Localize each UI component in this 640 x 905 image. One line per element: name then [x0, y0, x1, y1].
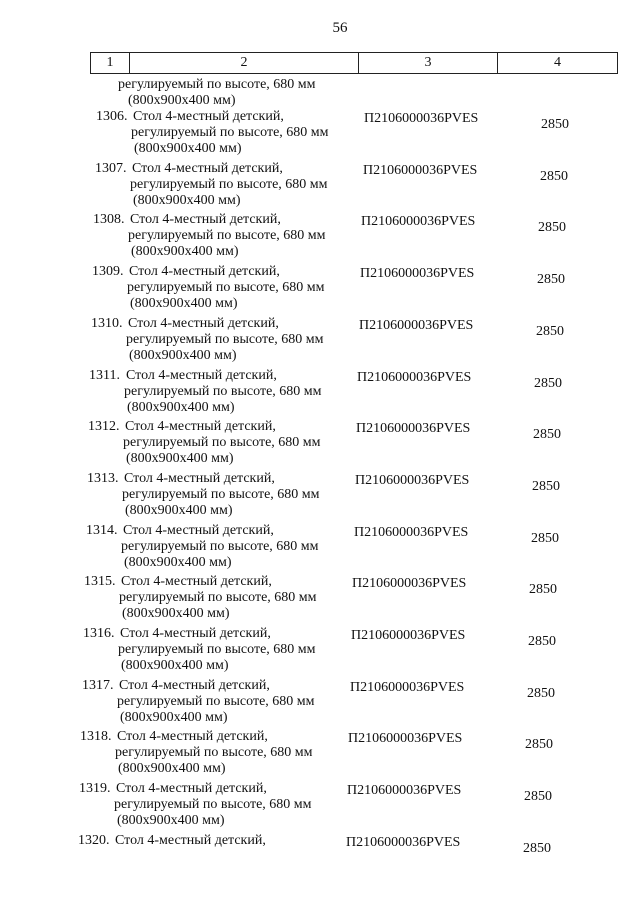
item-description-line: регулируемый по высоте, 680 мм — [114, 797, 312, 812]
item-description-line: (800x900x400 мм) — [120, 710, 228, 725]
header-col-1: 1 — [106, 55, 114, 70]
item-number: 1312. — [88, 419, 120, 434]
item-code: П2106000036PVES — [361, 214, 476, 229]
page-number: 56 — [332, 20, 348, 36]
item-description-line: Стол 4-местный детский, — [121, 574, 272, 589]
item-description-line: (800x900x400 мм) — [125, 503, 233, 518]
table-row — [0, 574, 640, 624]
item-description-line: Стол 4-местный детский, — [133, 109, 284, 124]
item-description-line: Стол 4-местный детский, — [120, 626, 271, 641]
table-row — [0, 368, 640, 418]
item-description-line: Стол 4-местный детский, — [126, 368, 277, 383]
item-code: П2106000036PVES — [351, 628, 466, 643]
table-row — [0, 833, 640, 883]
item-price: 2850 — [537, 272, 565, 287]
item-price: 2850 — [529, 582, 557, 597]
item-number: 1318. — [80, 729, 112, 744]
item-description-line: Стол 4-местный детский, — [128, 316, 279, 331]
item-price: 2850 — [538, 220, 566, 235]
item-description-line: (800x900x400 мм) — [118, 761, 226, 776]
continuation-line: (800x900x400 мм) — [128, 93, 236, 108]
item-description-line: регулируемый по высоте, 680 мм — [121, 539, 319, 554]
table-row — [0, 109, 640, 159]
header-col-3: 3 — [424, 55, 432, 70]
item-description-line: Стол 4-местный детский, — [125, 419, 276, 434]
item-description-line: регулируемый по высоте, 680 мм — [119, 590, 317, 605]
table-row — [0, 471, 640, 521]
item-code: П2106000036PVES — [355, 473, 470, 488]
item-description-line: (800x900x400 мм) — [121, 658, 229, 673]
item-description-line: регулируемый по высоте, 680 мм — [126, 332, 324, 347]
item-description-line: регулируемый по высоте, 680 мм — [130, 177, 328, 192]
item-number: 1317. — [82, 678, 114, 693]
item-number: 1313. — [87, 471, 119, 486]
item-description-line: регулируемый по высоте, 680 мм — [118, 642, 316, 657]
item-description-line: Стол 4-местный детский, — [116, 781, 267, 796]
item-number: 1320. — [78, 833, 110, 848]
item-description-line: (800x900x400 мм) — [124, 555, 232, 570]
item-description-line: регулируемый по высоте, 680 мм — [122, 487, 320, 502]
item-description-line: (800x900x400 мм) — [129, 348, 237, 363]
table-header — [90, 52, 618, 74]
table-row — [0, 264, 640, 314]
table-row — [0, 523, 640, 573]
item-number: 1319. — [79, 781, 111, 796]
item-price: 2850 — [527, 686, 555, 701]
table-row — [0, 626, 640, 676]
item-code: П2106000036PVES — [354, 525, 469, 540]
item-description-line: регулируемый по высоте, 680 мм — [127, 280, 325, 295]
item-code: П2106000036PVES — [360, 266, 475, 281]
item-code: П2106000036PVES — [347, 783, 462, 798]
item-code: П2106000036PVES — [364, 111, 479, 126]
item-price: 2850 — [528, 634, 556, 649]
item-description-line: (800x900x400 мм) — [117, 813, 225, 828]
table-row — [0, 316, 640, 366]
item-code: П2106000036PVES — [346, 835, 461, 850]
table-row — [0, 729, 640, 779]
item-price: 2850 — [523, 841, 551, 856]
item-description-line: (800x900x400 мм) — [131, 244, 239, 259]
item-description-line: (800x900x400 мм) — [122, 606, 230, 621]
item-code: П2106000036PVES — [357, 370, 472, 385]
item-description-line: Стол 4-местный детский, — [115, 833, 266, 848]
item-code: П2106000036PVES — [359, 318, 474, 333]
item-price: 2850 — [532, 479, 560, 494]
item-number: 1315. — [84, 574, 116, 589]
header-col-2: 2 — [240, 55, 248, 70]
item-code: П2106000036PVES — [356, 421, 471, 436]
item-description-line: Стол 4-местный детский, — [129, 264, 280, 279]
item-number: 1316. — [83, 626, 115, 641]
table-row — [0, 678, 640, 728]
item-code: П2106000036PVES — [348, 731, 463, 746]
table-row — [0, 781, 640, 831]
item-price: 2850 — [534, 376, 562, 391]
item-number: 1314. — [86, 523, 118, 538]
item-description-line: Стол 4-местный детский, — [124, 471, 275, 486]
item-number: 1309. — [92, 264, 124, 279]
item-price: 2850 — [525, 737, 553, 752]
item-price: 2850 — [540, 169, 568, 184]
item-price: 2850 — [524, 789, 552, 804]
table-row — [0, 212, 640, 262]
item-description-line: регулируемый по высоте, 680 мм — [123, 435, 321, 450]
item-description-line: регулируемый по высоте, 680 мм — [124, 384, 322, 399]
item-description-line: Стол 4-местный детский, — [119, 678, 270, 693]
item-description-line: (800x900x400 мм) — [126, 451, 234, 466]
item-code: П2106000036PVES — [350, 680, 465, 695]
item-description-line: (800x900x400 мм) — [134, 141, 242, 156]
item-description-line: Стол 4-местный детский, — [117, 729, 268, 744]
item-number: 1311. — [89, 368, 120, 383]
item-number: 1310. — [91, 316, 123, 331]
item-description-line: Стол 4-местный детский, — [130, 212, 281, 227]
item-price: 2850 — [536, 324, 564, 339]
item-price: 2850 — [531, 531, 559, 546]
header-col-4: 4 — [554, 55, 561, 70]
item-description-line: регулируемый по высоте, 680 мм — [115, 745, 313, 760]
item-description-line: регулируемый по высоте, 680 мм — [131, 125, 329, 140]
item-description-line: (800x900x400 мм) — [130, 296, 238, 311]
table-row — [0, 161, 640, 211]
item-code: П2106000036PVES — [352, 576, 467, 591]
item-description-line: регулируемый по высоте, 680 мм — [128, 228, 326, 243]
item-price: 2850 — [541, 117, 569, 132]
item-description-line: (800x900x400 мм) — [133, 193, 241, 208]
item-number: 1306. — [96, 109, 128, 124]
item-code: П2106000036PVES — [363, 163, 478, 178]
table-row — [0, 419, 640, 469]
item-description-line: (800x900x400 мм) — [127, 400, 235, 415]
item-price: 2850 — [533, 427, 561, 442]
continuation-line: регулируемый по высоте, 680 мм — [118, 77, 316, 92]
item-description-line: Стол 4-местный детский, — [132, 161, 283, 176]
item-number: 1308. — [93, 212, 125, 227]
item-number: 1307. — [95, 161, 127, 176]
item-description-line: регулируемый по высоте, 680 мм — [117, 694, 315, 709]
item-description-line: Стол 4-местный детский, — [123, 523, 274, 538]
